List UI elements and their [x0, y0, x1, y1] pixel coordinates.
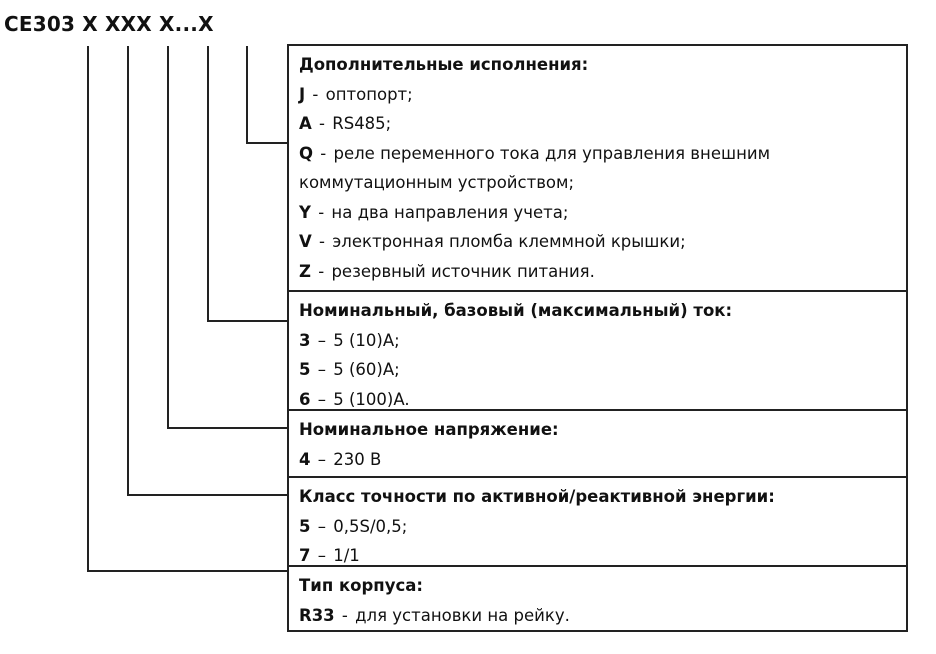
option-row-continued [299, 168, 896, 198]
option-code: Q [299, 143, 314, 163]
option-text: RS485; [332, 114, 392, 133]
section-title: Номинальное напряжение: [299, 420, 559, 439]
section-title: Дополнительные исполнения: [299, 55, 589, 74]
option-text: коммутационным устройством; [299, 173, 575, 192]
option-row: 4 – 230 В [299, 449, 382, 469]
option-code: 4 [299, 449, 311, 469]
option-text: 5 (100)A. [333, 389, 410, 409]
option-row: 3 – 5 (10)A; [299, 330, 400, 350]
option-text: оптопорт; [325, 84, 413, 104]
option-row: R33 - для установки на рейку. [299, 605, 570, 625]
option-row: Y - на два направления учета; [299, 202, 569, 222]
option-code: 6 [299, 389, 311, 409]
option-text: электронная пломба клеммной крышки; [332, 232, 686, 251]
option-row: Q - реле переменного тока для управления внешним [299, 143, 771, 163]
option-row: Z - резервный источник питания. [299, 261, 595, 281]
option-code: 5 [299, 360, 311, 379]
option-code: 5 [299, 516, 311, 536]
connector-voltage [168, 46, 288, 428]
option-text: для установки на рейку. [355, 605, 570, 625]
option-text: 5 (60)A; [333, 360, 400, 379]
option-text: 230 В [333, 449, 382, 469]
section-title: Класс точности по активной/реактивной энергии: [299, 487, 775, 506]
option-code: A [299, 114, 312, 133]
option-row: 6 – 5 (100)A. [299, 389, 410, 409]
option-code: 7 [299, 546, 311, 565]
section-additional [287, 44, 908, 290]
option-row: J - оптопорт; [299, 84, 413, 104]
section-accuracy [287, 476, 908, 565]
option-code: J [299, 84, 306, 104]
option-text: на два направления учета; [331, 202, 569, 222]
option-text: 1/1 [333, 546, 360, 565]
option-text: 5 (10)A; [333, 330, 400, 350]
option-code: Z [299, 261, 311, 281]
option-row: 5 – 5 (60)A; [299, 360, 400, 379]
option-text: 0,5S/0,5; [333, 516, 408, 536]
section-title: Тип корпуса: [299, 576, 423, 595]
option-row: 5 – 0,5S/0,5; [299, 516, 408, 536]
option-row: A - RS485; [299, 114, 392, 133]
model-code: CE303 X XXX X...X [4, 12, 214, 36]
option-row: 7 – 1/1 [299, 546, 360, 565]
section-current [287, 290, 908, 409]
option-code: Y [299, 202, 311, 222]
section-title: Номинальный, базовый (максимальный) ток: [299, 301, 733, 320]
option-code: 3 [299, 330, 311, 350]
connector-additional [247, 46, 288, 143]
section-housing [287, 565, 908, 632]
option-row: V - электронная пломба клеммной крышки; [299, 232, 686, 251]
connector-housing [88, 46, 288, 571]
option-code: R33 [299, 605, 335, 625]
option-text: реле переменного тока для управления внешним [333, 143, 771, 163]
option-text: резервный источник питания. [331, 261, 595, 281]
section-voltage [287, 409, 908, 476]
option-code: V [299, 232, 312, 251]
